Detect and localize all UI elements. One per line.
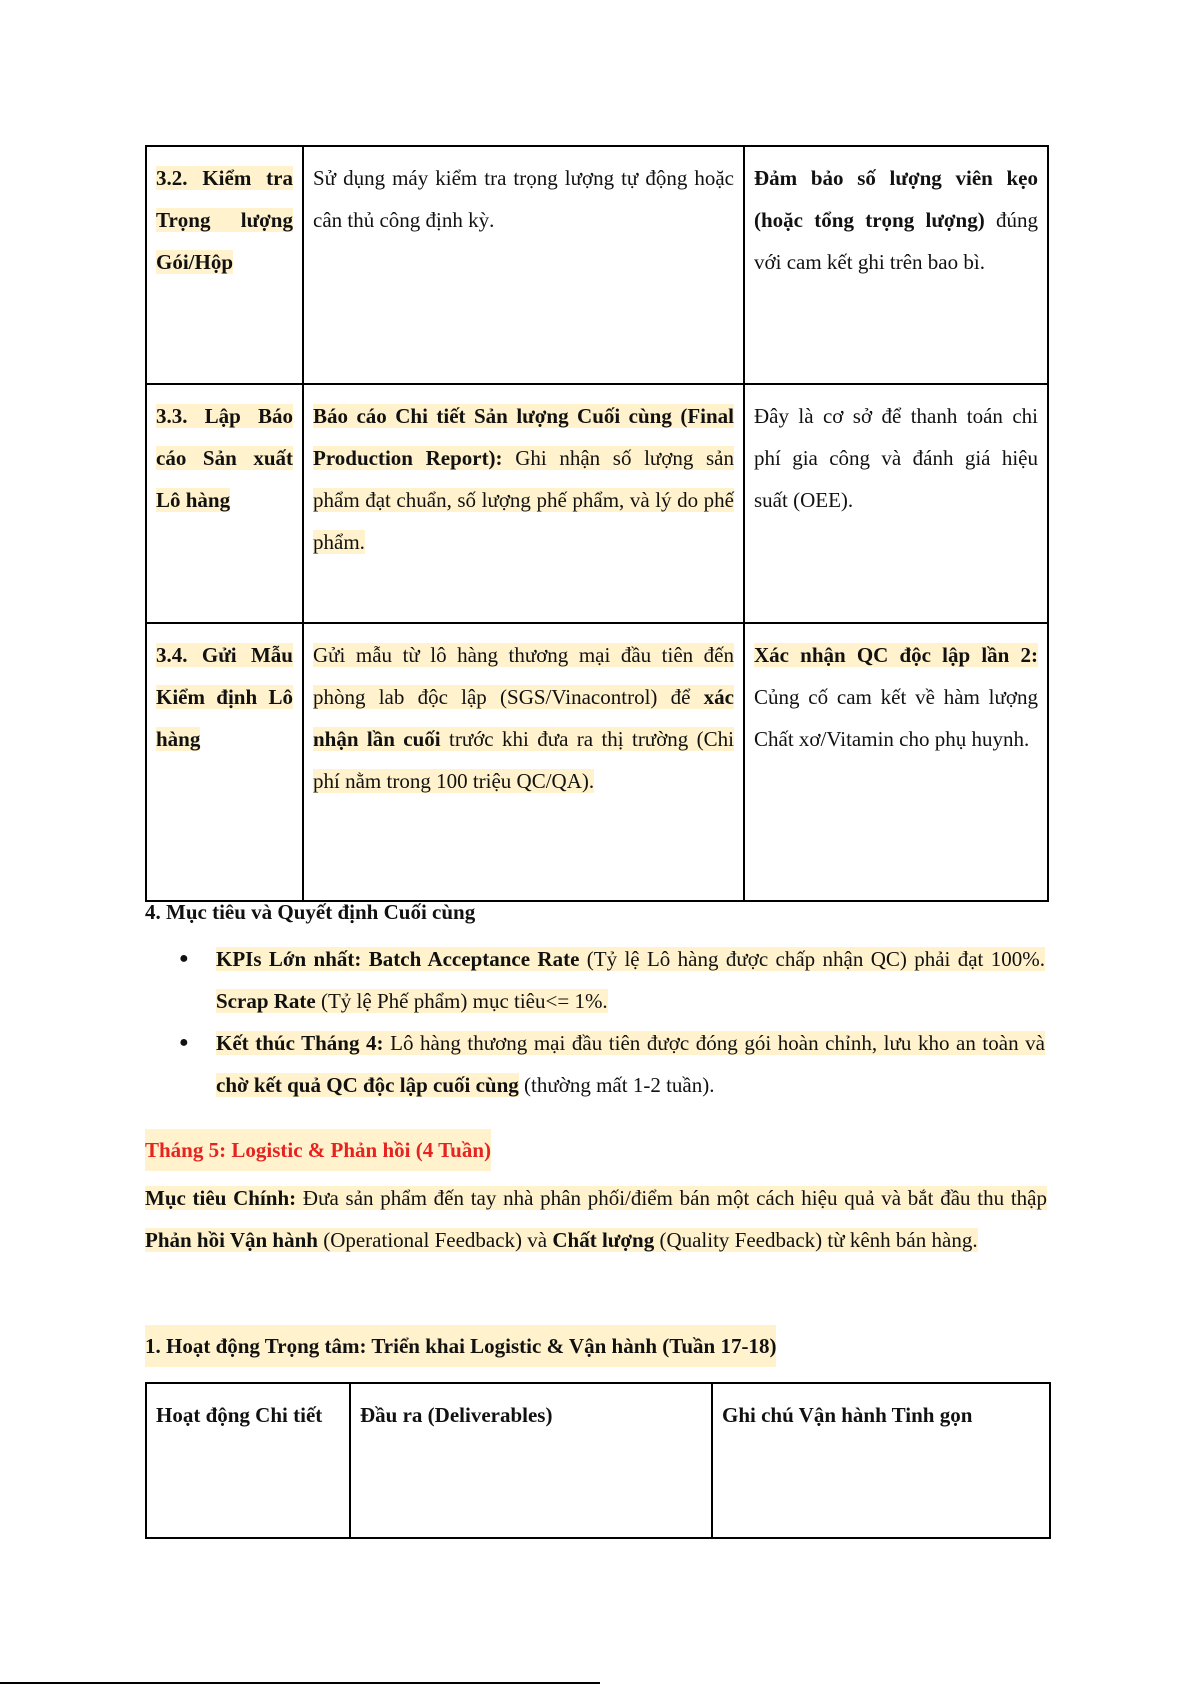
goal-text: (Quality Feedback) từ kênh bán hàng. — [654, 1228, 978, 1252]
goal-bold: Chất lượng — [552, 1228, 655, 1252]
bullet-bold: chờ kết quả QC độc lập cuối cùng — [216, 1073, 519, 1097]
note-cell — [744, 384, 1048, 623]
goal-text: Đưa sản phẩm đến tay nhà phân phối/điểm bán một cách hiệu quả và bắt đầu thu thập — [296, 1186, 1047, 1210]
logistics-table — [145, 1382, 1051, 1539]
column-header — [350, 1383, 712, 1538]
note-text: đúng với cam kết ghi trên bao bì. — [754, 208, 1038, 274]
bullet-icon: ● — [179, 1034, 189, 1051]
table-row — [146, 384, 1048, 623]
method-text: Ghi nhận số lượng sản phẩm đạt chuẩn, số lượng phế phẩm, và lý do phế phẩm. — [313, 446, 735, 554]
note-cell — [744, 623, 1048, 901]
method-cell — [303, 623, 744, 901]
step-cell — [146, 146, 303, 384]
step-title: 3.4. Gửi Mẫu Kiểm định Lô hàng — [156, 643, 293, 751]
bullet-bold: KPIs Lớn nhất: Batch Acceptance Rate — [216, 947, 580, 971]
page-divider — [0, 1682, 600, 1684]
section-heading: 4. Mục tiêu và Quyết định Cuối cùng — [145, 900, 476, 924]
list-item — [145, 1022, 1045, 1106]
qc-steps-table — [145, 145, 1049, 902]
method-bold: Báo cáo Chi tiết Sản lượng Cuối cùng (Final Production Report): — [313, 404, 734, 470]
bullet-bold: Kết thúc Tháng 4: — [216, 1031, 384, 1055]
step-title: 3.2. Kiểm tra Trọng lượng Gói/Hộp — [156, 166, 293, 274]
method-cell — [303, 384, 744, 623]
method-cell — [303, 146, 744, 384]
note-bold: Xác nhận QC độc lập lần 2: — [754, 643, 1038, 667]
column-header-label: Ghi chú Vận hành Tinh gọn — [722, 1403, 973, 1427]
note-bold: Đảm bảo số lượng viên kẹo (hoặc tổng trọng lượng) — [754, 166, 1038, 232]
step-title: 3.3. Lập Báo cáo Sản xuất Lô hàng — [156, 404, 293, 512]
goal-paragraph — [145, 1177, 1047, 1261]
step-cell — [146, 623, 303, 901]
method-bold: xác nhận lần cuối — [313, 685, 734, 751]
table-row — [146, 146, 1048, 384]
column-header — [146, 1383, 350, 1538]
activity-heading: 1. Hoạt động Trọng tâm: Triển khai Logistic & Vận hành (Tuần 17-18) — [145, 1325, 776, 1367]
table-header-row — [146, 1383, 1050, 1538]
column-header-label: Đầu ra (Deliverables) — [360, 1403, 553, 1427]
method-text: Sử dụng máy kiểm tra trọng lượng tự động hoặc cân thủ công định kỳ. — [313, 166, 734, 232]
month-heading: Tháng 5: Logistic & Phản hồi (4 Tuần) — [145, 1129, 491, 1171]
note-text: Củng cố cam kết về hàm lượng Chất xơ/Vitamin cho phụ huynh. — [754, 685, 1038, 751]
bullet-text: (thường mất 1-2 tuần). — [518, 1073, 715, 1097]
bullet-icon: ● — [179, 950, 189, 967]
bullet-text: Lô hàng thương mại đầu tiên được đóng gói hoàn chỉnh, lưu kho an toàn và — [383, 1031, 1045, 1055]
goal-label: Mục tiêu Chính: — [145, 1186, 297, 1210]
goal-bold: Phản hồi Vận hành — [145, 1228, 318, 1252]
method-text-a: Gửi mẫu từ lô hàng thương mại đầu tiên đến phòng lab độc lập (SGS/Vinacontrol) để — [313, 643, 734, 709]
column-header — [712, 1383, 1050, 1538]
column-header-label: Hoạt động Chi tiết — [156, 1403, 323, 1427]
step-cell — [146, 384, 303, 623]
note-text: Đây là cơ sở để thanh toán chi phí gia công và đánh giá hiệu suất (OEE). — [754, 404, 1038, 512]
bullet-text: (Tỷ lệ Phế phẩm) mục tiêu<= 1%. — [315, 989, 608, 1013]
goal-text: (Operational Feedback) và — [317, 1228, 553, 1252]
note-cell — [744, 146, 1048, 384]
list-item — [145, 938, 1045, 1022]
method-text-b: trước khi đưa ra thị trường (Chi phí nằm trong 100 triệu QC/QA). — [313, 727, 734, 793]
bullet-text: (Tỷ lệ Lô hàng được chấp nhận QC) phải đạt 100%. — [579, 947, 1045, 971]
table-row — [146, 623, 1048, 901]
kpi-bullet-list — [145, 938, 1045, 1106]
bullet-bold: Scrap Rate — [216, 989, 316, 1013]
